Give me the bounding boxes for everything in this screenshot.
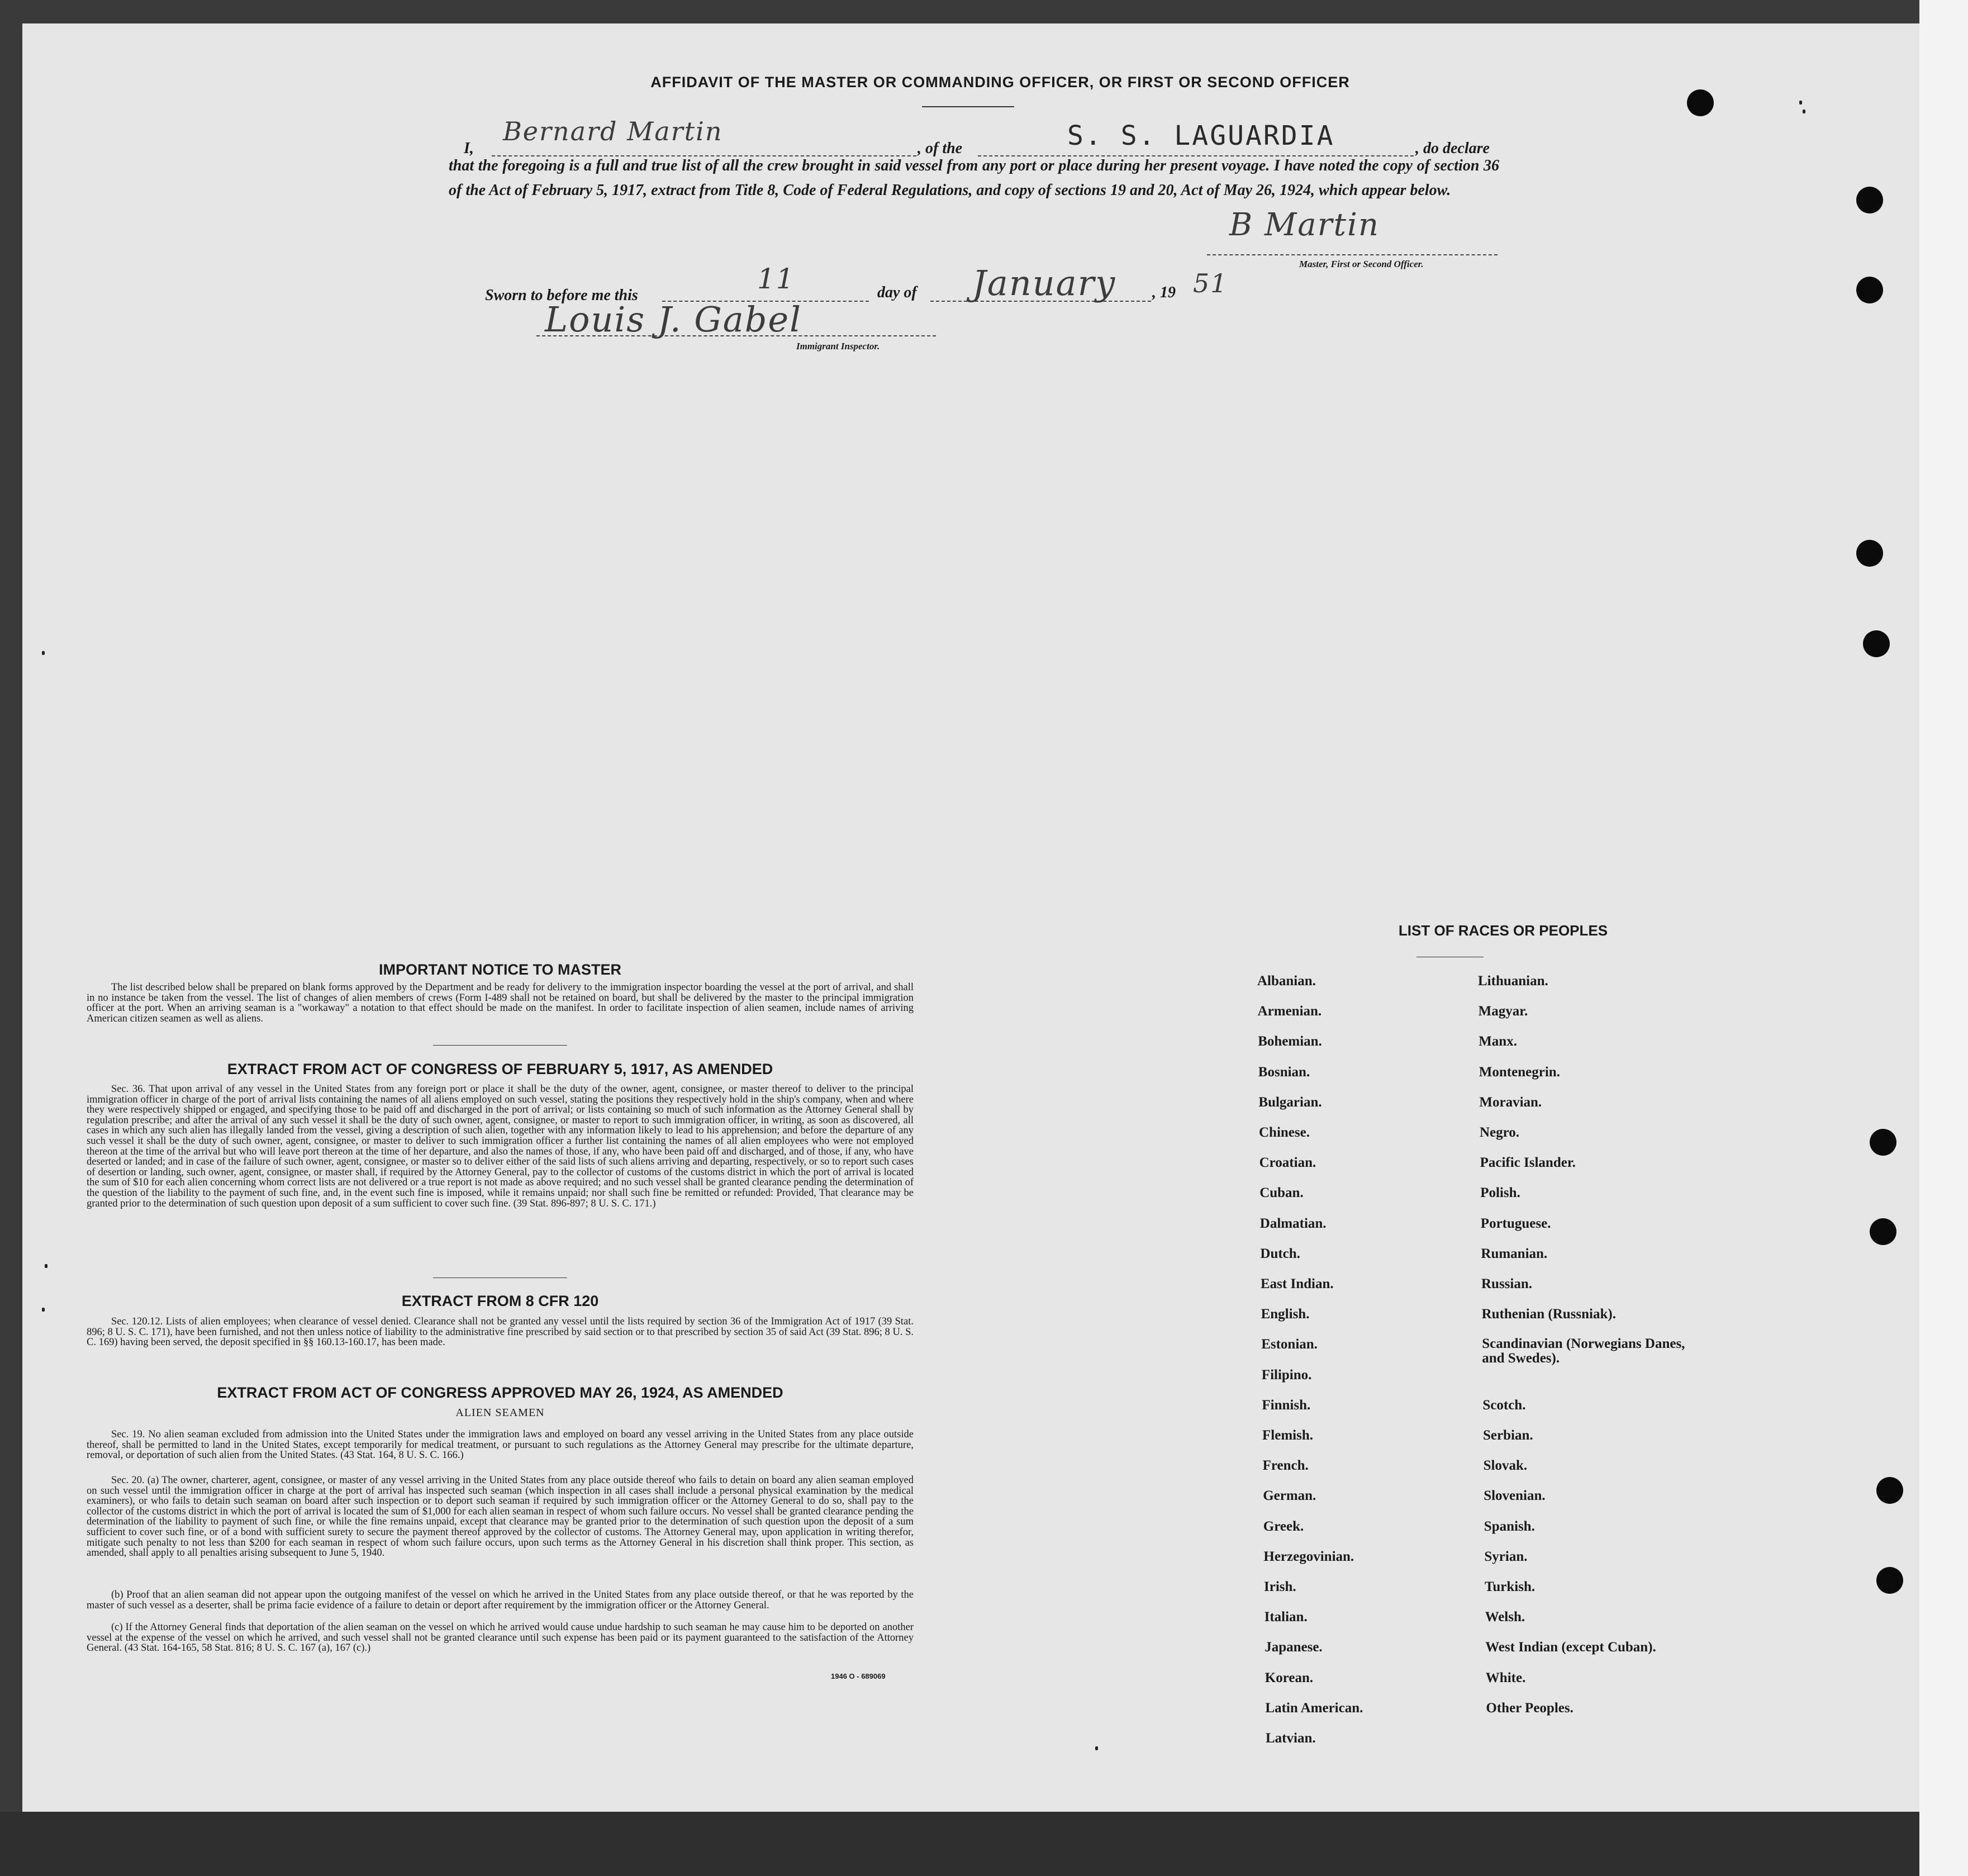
race-item: Moravian. — [1479, 1095, 1542, 1110]
extract-1917-title: EXTRACT FROM ACT OF CONGRESS OF FEBRUARY 5, 1917, AS AMENDED — [227, 1061, 773, 1077]
officer-signature-line — [1207, 254, 1498, 255]
scan-speck — [1095, 1746, 1098, 1750]
race-item: Latin American. — [1265, 1701, 1363, 1716]
race-item: East Indian. — [1261, 1276, 1334, 1291]
do-declare-label: , do declare — [1415, 140, 1490, 157]
race-item: Montenegrin. — [1479, 1065, 1560, 1080]
declaration-text: that the foregoing is a full and true list of all the crew brought in said vessel from any port or place during her present voyage. I have noted the copy of section 36 of the Act of February 5, 1917, extract from Title 8, Code of Federal Regulations, and copy of sections 19 and 20, Act of May 26, 1924, which appear below. — [449, 157, 1499, 199]
race-item: Scandinavian (Norwegians Danes, and Swedes). — [1482, 1336, 1685, 1366]
of-the-label: , of the — [918, 140, 963, 157]
i-label: I, — [464, 140, 474, 157]
sworn-label: Sworn to before me this — [485, 287, 638, 304]
race-item: Russian. — [1481, 1276, 1533, 1291]
extract-1924-sec20a: Sec. 20. (a) The owner, charterer, agent, consignee, or master of any vessel arriving in the United States from any place outside thereof who fails to detain on board any alien seaman employed on such vessel until the immigration officer in charge at the port of arrival has inspected such seaman (which inspection in all cases shall include a personal physical examination by the medical examiners), or who fails to detain such seaman on board after such inspection or to deport such seaman if required by such immigration officer or the Attorney General to do so, shall pay to the collector of the customs district in which the port of arrival is located the sum of $1,000 for each alien seaman in respect of whom such failure occurs. No vessel shall be granted clearance pending the determination of the liability to payment of such fine, or while the fine remains unpaid, except that clearance may be granted prior to the determination of such question upon the deposit of a sum sufficient to cover such fine, or of a bond with sufficient surety to secure the payment thereof approved by the collector of customs. The Attorney General may, upon application in writing therefor, mitigate such penalty to not less than $200 for each seaman in respect of whom such failure occurs, upon such terms as the Attorney General in his discretion shall think proper. This section, as amended, shall apply to all penalties arising subsequent to June 5, 1940. — [87, 1475, 914, 1559]
vessel-name: S. S. LAGUARDIA — [1067, 120, 1335, 151]
punch-hole — [1687, 89, 1714, 116]
print-code: 1946 O - 689069 — [831, 1672, 886, 1680]
race-item: Pacific Islander. — [1480, 1155, 1576, 1170]
scan-speck — [45, 1264, 47, 1268]
race-item: Bosnian. — [1258, 1065, 1310, 1080]
officer-signature-caption: Master, First or Second Officer. — [1299, 259, 1424, 269]
scan-edge — [1919, 0, 1968, 1876]
race-item: Finnish. — [1262, 1398, 1311, 1413]
extract-1924-sec20b: (b) Proof that an alien seaman did not appear upon the outgoing manifest of the vessel on which he arrived in the United States from any place outside thereof, or that he was reported by the master of such vessel as a deserter, shall be prima facie evidence of a failure to detain or deport after requirement by the immigration officer or the Attorney General. — [87, 1589, 914, 1611]
race-item: Lithuanian. — [1478, 973, 1548, 989]
affidavit-title: AFFIDAVIT OF THE MASTER OR COMMANDING OFFICER, OR FIRST OR SECOND OFFICER — [650, 74, 1350, 91]
day-of-label: day of — [877, 284, 917, 301]
race-item: Flemish. — [1262, 1428, 1313, 1443]
punch-hole — [1870, 1218, 1896, 1245]
race-item: Serbian. — [1483, 1428, 1533, 1443]
race-item: Latvian. — [1266, 1731, 1316, 1746]
race-item: Turkish. — [1485, 1579, 1536, 1594]
extract-1917-text: Sec. 36. That upon arrival of any vessel in the United States from any foreign port or place it shall be the duty of the owner, agent, consignee, or master thereof to deliver to the principal immigration officer in charge of the port of arrival lists containing the names of all aliens employed on such vessel, stating the positions they respectively hold in the ship's company, when and where they were respectively shipped or engaged, and specifying those to be paid off and discharged in the port of arrival; or lists containing so much of such information as the Attorney General shall by regulation prescribe; and after the arrival of any such vessel it shall be the duty of such owner, agent, consignee, or master to report to such immigration officer, in writing, as soon as discovered, all cases in which any such alien has illegally landed from the vessel, giving a description of such alien, together with any information likely to lead to his apprehension; and before the departure of any such vessel it shall be the duty of such owner, agent, consignee, or master to deliver to such immigration officer a further list containing the names of all alien employees who were not employed thereon at the time of the arrival but who will leave port thereon at the time of her departure, and also the names of those, if any, who have been paid off and discharged, and of those, if any, who have deserted or landed; and in case of the failure of such owner, agent, consignee, or master so to deliver either of the said lists of such aliens arriving and departing, respectively, or so to report such cases of desertion or landing, such owner, agent, consignee, or master shall, if required by the Attorney General, pay to the collector of customs of the customs district in which the port of arrival is located the sum of $10 for each alien concerning whom correct lists are not delivered or a true report is not made as above required; and no such vessel shall be granted clearance pending the determination of the question of the liability to the payment of such fine, and, in the event such fine is imposed, while it remains unpaid; nor shall such fine be remitted or refunded: Provided, That clearance may be granted prior to the determination of such question upon deposit of a sum sufficient to cover such fine. (39 Stat. 896-897; 8 U. S. C. 171.) — [87, 1084, 914, 1209]
inspector-signature: Louis J. Gabel — [545, 299, 802, 340]
scan-speck — [42, 651, 45, 655]
races-title: LIST OF RACES OR PEOPLES — [1398, 922, 1608, 939]
race-item: Welsh. — [1485, 1609, 1525, 1625]
punch-hole — [1856, 277, 1883, 303]
alien-seamen-subtitle: ALIEN SEAMEN — [455, 1407, 545, 1419]
race-item: Spanish. — [1484, 1519, 1535, 1534]
master-name-handwritten: Bernard Martin — [503, 116, 723, 146]
extract-1924-sec20c: (c) If the Attorney General finds that deportation of the alien seaman on the vessel on which he arrived would cause undue hardship to such seaman he may cause him to be deported on another vessel at the expense of the vessel on which he arrived, and such vessel shall not be granted clearance until such expense has been paid or its payment guaranteed to the satisfaction of the Attorney General. (43 Stat. 164-165, 58 Stat. 816; 8 U. S. C. 167 (a), 167 (c).) — [87, 1622, 914, 1654]
scan-bottom-edge — [0, 1812, 1919, 1876]
race-item: Bulgarian. — [1258, 1095, 1322, 1110]
race-item: Magyar. — [1478, 1004, 1528, 1019]
race-item: French. — [1262, 1458, 1309, 1473]
race-item: Estonian. — [1261, 1337, 1318, 1352]
scan-speck — [1799, 101, 1802, 105]
extract-cfr-title: EXTRACT FROM 8 CFR 120 — [401, 1293, 599, 1309]
extract-cfr-text: Sec. 120.12. Lists of alien employees; when clearance of vessel denied. Clearance shall not be granted any vessel until the lists required by section 36 of the Immigration Act of 1917 (39 Stat. 896; 8 U. S. C. 171), have been furnished, and not then unless notice of liability to the administrative fine prescribed by said section or to that prescribed by section 35 of said Act (39 Stat. 896; 8 U. S. C. 169) having been served, the deposit specified in §§ 160.13-160.17, has been made. — [87, 1316, 914, 1348]
inspector-caption: Immigrant Inspector. — [796, 341, 880, 352]
race-item: Portuguese. — [1480, 1216, 1551, 1231]
race-item: Croatian. — [1259, 1155, 1316, 1170]
race-item: Negro. — [1480, 1125, 1520, 1140]
race-item: Scotch. — [1482, 1398, 1526, 1413]
punch-hole — [1856, 187, 1883, 213]
race-item: Dutch. — [1260, 1246, 1300, 1261]
race-item: Greek. — [1263, 1519, 1304, 1534]
section-rule — [433, 1277, 567, 1278]
race-item: Rumanian. — [1481, 1246, 1548, 1261]
race-item: Manx. — [1479, 1034, 1517, 1049]
notice-text: The list described below shall be prepared on blank forms approved by the Department and be ready for delivery to the immigration inspector boarding the vessel at the port of arrival, and shall in no instance be taken from the vessel. The list of changes of alien members of crews (Form I-489 shall not be retained on board, but shall be delivered by the master to the principal immigration officer at the port. When an arriving seaman is a "workaway" a notation to that effect should be made on the manifest. In order to facilitate inspection of alien seamen, include names of arriving American citizen seamen as well as aliens. — [87, 982, 914, 1024]
race-item: West Indian (except Cuban). — [1485, 1640, 1656, 1655]
race-item: Irish. — [1264, 1579, 1296, 1594]
extract-1924-sec19: Sec. 19. No alien seaman excluded from admission into the United States under the immigration laws and employed on board any vessel arriving in the United States from any place outside thereof, shall be permitted to land in the United States, except temporarily for medical treatment, or pursuant to such regulations as the Attorney General may prescribe for the ultimate departure, removal, or deportation of such alien from the United States. (43 Stat. 164, 8 U. S. C. 166.) — [87, 1429, 914, 1461]
punch-hole — [1863, 630, 1890, 657]
race-item: Bohemian. — [1258, 1034, 1322, 1049]
race-item: Japanese. — [1265, 1640, 1323, 1655]
race-item: Polish. — [1480, 1185, 1520, 1200]
race-item: Dalmatian. — [1259, 1216, 1327, 1231]
race-item: Italian. — [1264, 1609, 1308, 1625]
year-suffix: 51 — [1193, 268, 1228, 298]
race-item: Korean. — [1265, 1670, 1314, 1685]
section-rule — [433, 1045, 567, 1046]
race-item: Slovak. — [1483, 1458, 1528, 1473]
race-item: Filipino. — [1261, 1367, 1312, 1383]
punch-hole — [1856, 540, 1883, 567]
race-item: Chinese. — [1259, 1125, 1310, 1140]
scan-speck — [1803, 110, 1805, 113]
officer-signature: B Martin — [1229, 207, 1380, 243]
sworn-month: January — [972, 263, 1116, 303]
punch-hole — [1876, 1567, 1903, 1594]
extract-1924-title: EXTRACT FROM ACT OF CONGRESS APPROVED MAY 26, 1924, AS AMENDED — [217, 1384, 783, 1401]
sworn-day: 11 — [757, 263, 795, 295]
race-item: Armenian. — [1257, 1004, 1322, 1019]
race-item: Slovenian. — [1484, 1488, 1546, 1503]
race-item: White. — [1485, 1670, 1526, 1685]
punch-hole — [1876, 1477, 1903, 1504]
scan-speck — [42, 1308, 45, 1312]
race-item: Albanian. — [1257, 973, 1316, 989]
race-item: German. — [1263, 1488, 1316, 1503]
race-item: Ruthenian (Russniak). — [1481, 1307, 1616, 1322]
race-item: English. — [1261, 1307, 1310, 1322]
race-item: Other Peoples. — [1486, 1701, 1574, 1716]
title-rule — [922, 106, 1014, 107]
notice-title: IMPORTANT NOTICE TO MASTER — [379, 961, 621, 978]
punch-hole — [1870, 1129, 1896, 1156]
race-item: Herzegovinian. — [1263, 1549, 1354, 1564]
race-item: Cuban. — [1259, 1185, 1304, 1200]
year-prefix: , 19 — [1152, 284, 1176, 301]
race-item: Syrian. — [1484, 1549, 1528, 1564]
